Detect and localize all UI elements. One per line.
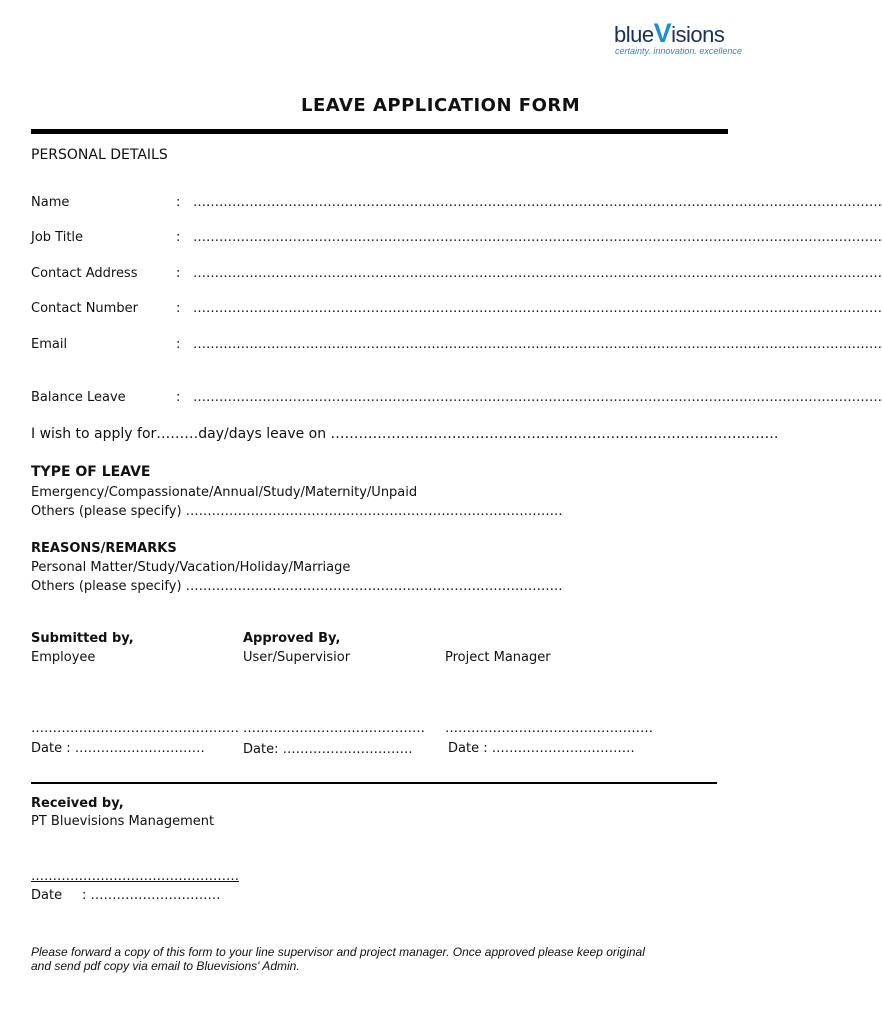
field-label: Email xyxy=(31,337,68,352)
employee-signature-line[interactable]: ………………………………………… xyxy=(31,721,239,736)
supervisor-label: User/Supervisior xyxy=(243,650,351,665)
employee-label: Employee xyxy=(31,650,96,665)
project-manager-label: Project Manager xyxy=(445,650,551,665)
employee-date-line[interactable]: Date : ………………………… xyxy=(31,741,205,756)
received-date-label: Date xyxy=(31,888,63,903)
form-title: LEAVE APPLICATION FORM xyxy=(301,95,581,116)
personal-details-heading: PERSONAL DETAILS xyxy=(31,147,168,163)
footnote-line-1: Please forward a copy of this form to your line supervisor and project manager. Once approved please keep original xyxy=(31,945,645,959)
field-colon: : xyxy=(176,266,181,281)
supervisor-date-line[interactable]: Date: ………………………… xyxy=(243,742,413,757)
reasons-others-line[interactable]: Others (please specify) …………………………………………………………………………… xyxy=(31,579,563,594)
footnote-line-2: and send pdf copy via email to Bluevisions' Admin. xyxy=(31,959,300,973)
logo-brand-prefix: blue xyxy=(614,22,654,47)
company-logo xyxy=(614,18,724,49)
field-colon: : xyxy=(176,301,181,316)
field-label: Contact Address xyxy=(31,266,138,281)
field-label: Job Title xyxy=(31,230,84,245)
received-by-heading: Received by, xyxy=(31,796,124,811)
reasons-options: Personal Matter/Study/Vacation/Holiday/Marriage xyxy=(31,560,351,575)
email-input-line[interactable]: …………………………………………………………………………………………………………………………………………… xyxy=(193,337,882,352)
field-colon: : xyxy=(176,230,181,245)
contact-address-input-line[interactable]: …………………………………………………………………………………………………………………………………………… xyxy=(193,266,882,281)
leave-type-others-line[interactable]: Others (please specify) …………………………………………………………………………… xyxy=(31,504,563,519)
balance-leave-input-line[interactable]: …………………………………………………………………………………………………………………………………………… xyxy=(193,390,882,405)
approved-by-heading: Approved By, xyxy=(243,631,341,646)
title-divider xyxy=(31,129,728,134)
field-colon: : xyxy=(176,195,181,210)
received-signature-line[interactable]: ………………………………………… xyxy=(31,869,239,884)
field-label: Balance Leave xyxy=(31,390,126,405)
received-date-line[interactable]: : ………………………… xyxy=(82,888,221,903)
section-divider xyxy=(31,782,717,784)
pm-date-line[interactable]: Date : …………………………… xyxy=(448,741,635,756)
job-title-input-line[interactable]: …………………………………………………………………………………………………………………………………………… xyxy=(193,230,882,245)
apply-statement[interactable]: I wish to apply for………day/days leave on …………………………………………………………………………………… xyxy=(31,426,779,442)
logo-brand-suffix: isions xyxy=(671,22,725,47)
pm-signature-line[interactable]: ………………………………………… xyxy=(445,721,653,736)
field-colon: : xyxy=(176,390,181,405)
type-of-leave-heading: TYPE OF LEAVE xyxy=(31,464,151,480)
name-input-line[interactable]: …………………………………………………………………………………………………………………………………………… xyxy=(193,195,882,210)
field-colon: : xyxy=(176,337,181,352)
leave-type-options: Emergency/Compassionate/Annual/Study/Maternity/Unpaid xyxy=(31,485,418,500)
logo-brand-v: V xyxy=(653,18,672,48)
supervisor-signature-line[interactable]: …………………………………… xyxy=(243,721,425,736)
submitted-by-heading: Submitted by, xyxy=(31,631,134,646)
field-label: Name xyxy=(31,195,70,210)
reasons-heading: REASONS/REMARKS xyxy=(31,541,177,556)
field-label: Contact Number xyxy=(31,301,138,316)
received-by-name: PT Bluevisions Management xyxy=(31,814,215,829)
contact-number-input-line[interactable]: …………………………………………………………………………………………………………………………………………… xyxy=(193,301,882,316)
logo-tagline: certainty. innovation. excellence xyxy=(615,46,742,56)
